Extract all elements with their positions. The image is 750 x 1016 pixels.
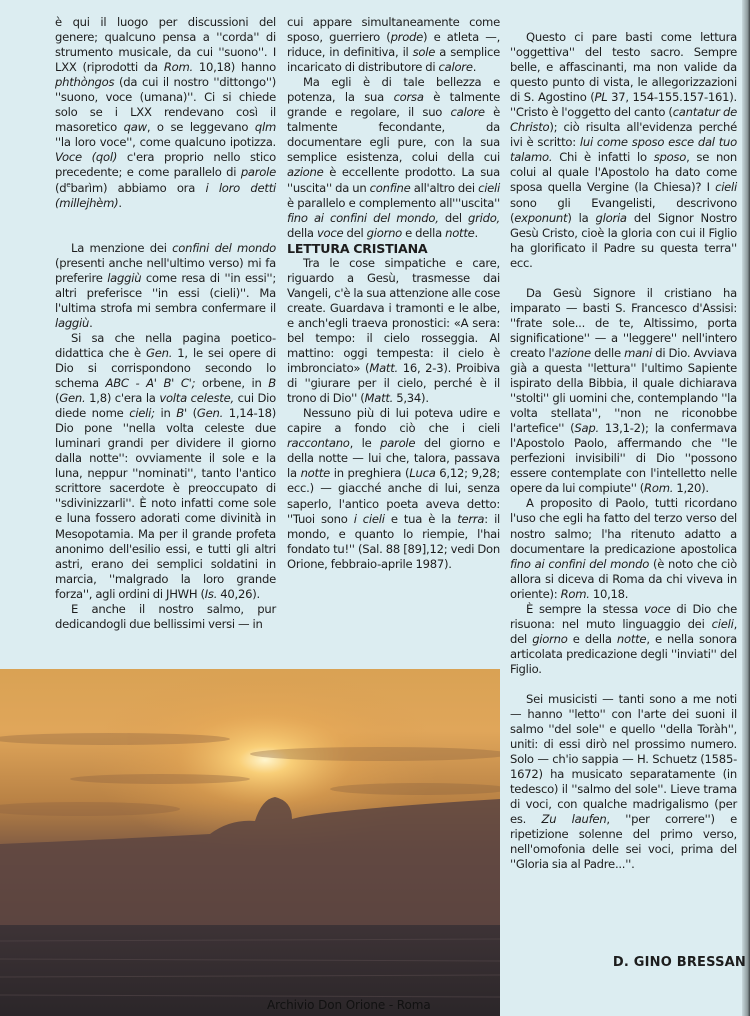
- paragraph: Questo ci pare basti come lettura ''oggettiva'' del testo sacro. Sempre belle, e affascinanti, ma non valide da questo punto di vista, le allegorizzazioni di S. Agostino (PL 37, 154-155.157-161). ''Cristo è l'oggetto del canto (cantatur de Christo); ciò risulta all'evidenza perché ivi è scritto: lui come sposo esce dal tuo talamo. Chi è infatti lo sposo, se non colui al quale l'Apostolo ha dato come sposa quella Vergine (la Chiesa)? I cieli sono gli Evangelisti, descrivono (exponunt) la gloria del Signor Nostro Gesù Cristo, cioè la gloria con cui il Figlio ha glorificato il Padre su questa terra'' ecc.: [510, 30, 738, 270]
- article-column-3: [510, 15, 737, 873]
- paragraph: Da Gesù Signore il cristiano ha imparato — basti S. Francesco d'Assisi: ''frate sole... de te, Altissimo, porta significatione'' — a ''leggere'' nell'intero creato l'azione delle mani di Dio. Avviava già a questa ''lettura'' l'ultimo Sapiente ispirato della Bibbia, il quale dichiarava ''stolti'' gli uomini che, contemplando ''la volta stellata'', ''non ne riconobbe l'artefice'' (Sap. 13,1-2); la confermava l'Apostolo Paolo, affermando che ''le perfezioni invisibili'' di Dio ''possono essere contemplate con l'intelletto nelle opere da lui compiute'' (Rom. 1,20).: [510, 285, 737, 496]
- sunset-photo: [0, 669, 500, 1016]
- section-heading: LETTURA CRISTIANA: [287, 240, 428, 256]
- article-column-1: [55, 15, 276, 632]
- paragraph: È sempre la stessa voce di Dio che risuona: nel muto linguaggio dei cieli, del giorno e della notte, e nella sonora articolata predicazione degli ''inviati'' del Figlio.: [510, 601, 737, 676]
- paragraph: Ma egli è di tale bellezza e potenza, la sua corsa è talmente grande e regolare, il suo calore è talmente fecondante, da documentare egli pure, con la sua semplice esistenza, colui della cui azione è eccellente prodotto. La sua ''uscita'' da un confine all'altro dei cieli è parallelo e complemento all'''uscita'' fino ai confini del mondo, del grido, della voce del giorno e della notte.: [287, 75, 500, 240]
- paragraph: è qui il luogo per discussioni del genere; qualcuno pensa a ''corda'' di strumento musicale, da cui ''suono''. I LXX (riprodotti da Rom. 10,18) hanno phthòngos (da cui il nostro ''dittongo'') ''suono, voce (umana)''. Ci si chiede solo se i LXX rendevano così il masoretico qaw, o se leggevano qlm ''la loro voce'', come qualcuno ipotizza. Voce (qol) c'era proprio nello stico precedente; e come parallelo di parole $(d^ebarìm)$ abbiamo ora i loro detti (millejhèm).: [55, 15, 277, 210]
- paragraph: E anche il nostro salmo, pur dedicandogli due bellissimi versi — in: [55, 601, 276, 631]
- paragraph: Nessuno più di lui poteva udire e capire a fondo ciò che i cieli raccontano, le parole del giorno e della notte — lui che, talora, passava la notte in preghiera (Luca 6,12; 9,28; ecc.) — giacché anche di lui, senza saperlo, l'antico poeta aveva detto: ''Tuoi sono i cieli e tua è la terra: il mondo, e quanto lo riempie, l'hai fondato tu!'' (Sal. 88 [89],12; vedi Don Orione, febbraio-aprile 1987).: [287, 406, 501, 571]
- archive-watermark: Archivio Don Orione - Roma: [267, 998, 431, 1012]
- sunset-image: [0, 669, 500, 1016]
- page-edge-shadow: [742, 0, 750, 1016]
- article-column-2: [287, 15, 500, 572]
- author-signature: D. GINO BRESSAN: [612, 955, 746, 970]
- paragraph: Sei musicisti — tanti sono a me noti — hanno ''letto'' con l'arte dei suoni il salmo ''del sole'' e quello ''della Toràh'', uniti: di essi dirò nel prossimo numero. Solo — ch'io sappia — H. Schuetz (1585-1672) ha musicato separatamente (in tedesco) il ''salmo del sole''. Lieve trama di voci, con qualche madrigalismo (per es. Zu laufen, ''per correre'') e ripetizione solenne del primo verso, nell'omofonia delle sei voci, prima del ''Gloria sia al Padre...''.: [510, 691, 737, 872]
- paragraph: cui appare simultaneamente come sposo, guerriero (prode) e atleta —, riduce, in definitiva, il sole a semplice incaricato di distributore di calore.: [287, 15, 501, 75]
- paragraph: A proposito di Paolo, tutti ricordano l'uso che egli ha fatto del terzo verso del nostro salmo; l'ha ritenuto adatto a documentare la predicazione apostolica fino ai confini del mondo (è noto che ciò allora si diceva di Roma da chi viveva in oriente): Rom. 10,18.: [510, 496, 737, 601]
- paragraph: Tra le cose simpatiche e care, riguardo a Gesù, trasmesse dai Vangeli, c'è la sua attenzione alle cose create. Guardava i tramonti e le albe, e anch'egli traeva pronostici: «A sera: bel tempo: il cielo rosseggia. Al mattino: oggi tempesta: il cielo è imbronciato» (Matt. 16, 2-3). Proibiva di ''giurare per il cielo, perché è il trono di Dio'' (Matt. 5,34).: [287, 255, 500, 406]
- paragraph: La menzione dei confini del mondo (presenti anche nell'ultimo verso) mi fa preferire laggiù come resa di ''in essi''; altri preferisce ''in essi (cieli)''. Ma l'ultima strofa mi sembra confermare il laggiù.: [55, 240, 276, 330]
- paragraph: Si sa che nella pagina poetico-didattica che è Gen. 1, le sei opere di Dio si corrispondono secondo lo schema ABC - A' B' C'; orbene, in B (Gen. 1,8) c'era la volta celeste, cui Dio diede nome cieli; in B' (Gen. 1,14-18) Dio pone ''nella volta celeste due luminari grandi per dividere il giorno dalla notte'': ovviamente il sole e la luna, neppur ''nominati'', tanto l'antico scrittore sacerdote è preoccupato di ''sdivinizzarli''. È noto infatti come sole e luna fossero adorati come divinità in Mesopotamia. Ma per il grande profeta anonimo dell'esilio essi, e tutti gli altri astri, erano dei semplici soldatini in marcia, ''malgrado la loro grande forza'', agli ordini di JHWH (Is. 40,26).: [55, 330, 276, 601]
